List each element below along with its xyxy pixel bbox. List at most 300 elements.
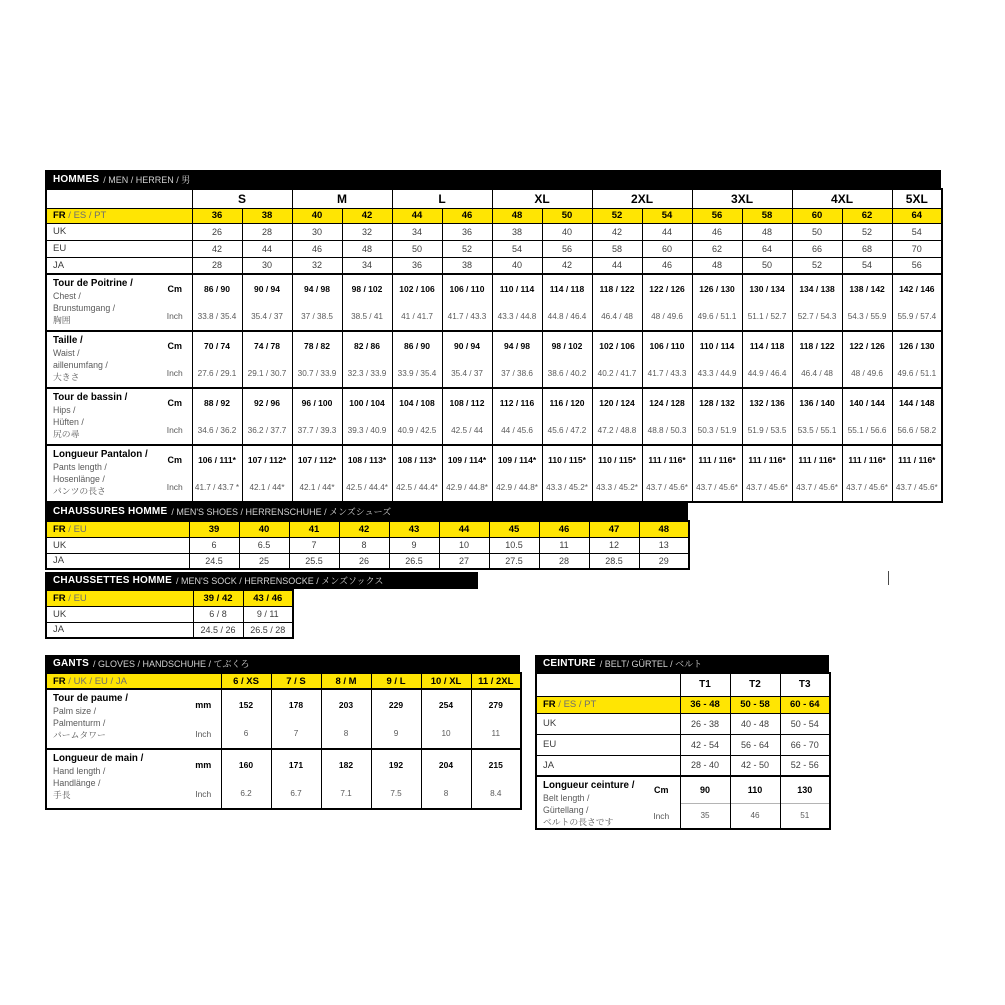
measurement-value-cell: 171 [271,749,321,779]
gloves-section-title-translations: / GLOVES / HANDSCHUHE / てぶくろ [93,659,250,669]
measurement-value-cell: 111 / 116* [742,445,792,473]
conversion-cell: 26.5 / 28 [243,622,293,638]
corner-cell [46,189,192,208]
size-cell: 62 [842,208,892,223]
size-cell: 36 [192,208,242,223]
size-group-header: XL [492,189,592,208]
conversion-cell: 40 - 48 [730,713,780,734]
region-codes-label: FR / ES / PT [46,208,192,223]
size-cell: 43 [389,521,439,537]
measurement-value-cell: 43.7 / 45.6* [742,473,792,502]
conversion-cell: 32 [292,257,342,274]
measurement-label-line: Tour de Poitrine / [53,278,133,289]
unit-label: Inch [643,803,680,829]
size-cell: 40 [239,521,289,537]
measurement-value-cell: 102 / 106 [392,274,442,302]
measurement-value-cell: 35 [680,803,730,829]
conversion-cell: 70 [892,240,942,257]
unit-label: Inch [186,779,221,809]
conversion-cell: 9 [389,537,439,553]
measurement-value-cell: 40.2 / 41.7 [592,359,642,388]
measurement-value-cell: 178 [271,689,321,719]
measurement-value-cell: 82 / 86 [342,331,392,359]
conversion-cell: 48 [692,257,742,274]
socks-section-title-translations: / MEN'S SOCK / HERRENSOCKE / メンズソックス [175,576,384,586]
measurement-value-cell: 43.7 / 45.6* [692,473,742,502]
measurement-value-cell: 46.4 / 48 [792,359,842,388]
measurement-value-cell: 51 [780,803,830,829]
measurement-value-cell: 108 / 113* [342,445,392,473]
measurement-value-cell: 134 / 138 [792,274,842,302]
measurement-value-cell: 109 / 114* [492,445,542,473]
socks-section-header-bar [45,572,478,589]
measurement-value-cell: 38.6 / 40.2 [542,359,592,388]
measurement-value-cell: 109 / 114* [442,445,492,473]
conversion-cell: 52 [792,257,842,274]
measurement-value-cell: 138 / 142 [842,274,892,302]
measurement-value-cell: 140 / 144 [842,388,892,416]
measurement-label-line: 手長 [53,790,71,800]
region-codes-label: FR / UK / EU / JA [46,673,221,689]
measurement-value-cell: 36.2 / 37.7 [242,416,292,445]
men-socks-section [45,572,384,639]
size-cell: 50 - 58 [730,696,780,713]
conversion-cell: 52 [842,223,892,240]
measurement-value-cell: 10 [421,719,471,749]
conversion-row-label: JA [46,622,193,638]
measurement-value-cell: 122 / 126 [842,331,892,359]
measurement-value-cell: 108 / 113* [392,445,442,473]
belt-size-header: T1 [680,673,730,696]
measurement-value-cell: 50.3 / 51.9 [692,416,742,445]
conversion-cell: 6 [189,537,239,553]
conversion-cell: 38 [492,223,542,240]
measurement-label [536,776,643,829]
measurement-value-cell: 74 / 78 [242,331,292,359]
size-cell: 38 [242,208,292,223]
conversion-cell: 38 [442,257,492,274]
size-cell: 54 [642,208,692,223]
measurement-value-cell: 130 / 134 [742,274,792,302]
unit-label: Cm [158,388,192,416]
measurement-value-cell: 106 / 111* [192,445,242,473]
measurement-value-cell: 8.4 [471,779,521,809]
measurement-value-cell: 142 / 146 [892,274,942,302]
measurement-value-cell: 42.9 / 44.8* [492,473,542,502]
conversion-row-label: UK [46,223,192,240]
measurement-value-cell: 41 / 41.7 [392,302,442,331]
measurement-value-cell: 96 / 100 [292,388,342,416]
measurement-value-cell: 11 [471,719,521,749]
measurement-value-cell: 94 / 98 [492,331,542,359]
conversion-cell: 13 [639,537,689,553]
measurement-value-cell: 107 / 112* [242,445,292,473]
conversion-cell: 6.5 [239,537,289,553]
measurement-value-cell: 48 / 49.6 [642,302,692,331]
measurement-value-cell: 118 / 122 [592,274,642,302]
measurement-label [46,388,158,445]
gloves-section-title: GANTS [53,658,89,669]
measurement-value-cell: 86 / 90 [192,274,242,302]
unit-label: Inch [158,473,192,502]
conversion-cell: 56 [542,240,592,257]
region-codes-label: FR / ES / PT [536,696,680,713]
measurement-value-cell: 43.7 / 45.6* [792,473,842,502]
conversion-cell: 58 [592,240,642,257]
measurement-value-cell: 56.6 / 58.2 [892,416,942,445]
unit-label: Inch [158,416,192,445]
conversion-cell: 26 [192,223,242,240]
measurement-value-cell: 229 [371,689,421,719]
size-cell: 60 [792,208,842,223]
unit-label: mm [186,689,221,719]
size-cell: 11 / 2XL [471,673,521,689]
measurement-value-cell: 86 / 90 [392,331,442,359]
measurement-value-cell: 110 / 115* [542,445,592,473]
measurement-value-cell: 70 / 74 [192,331,242,359]
conversion-row-label: UK [536,713,680,734]
conversion-cell: 28 [192,257,242,274]
measurement-label-line: Handlänge / [53,778,101,788]
size-cell: 48 [639,521,689,537]
conversion-cell: 40 [492,257,542,274]
measurement-value-cell: 94 / 98 [292,274,342,302]
measurement-value-cell: 38.5 / 41 [342,302,392,331]
measurement-value-cell: 51.1 / 52.7 [742,302,792,331]
measurement-label-line: Hosenlänge / [53,474,105,484]
conversion-cell: 52 [442,240,492,257]
gloves-section [45,655,520,810]
measurement-value-cell: 90 [680,776,730,803]
measurement-value-cell: 160 [221,749,271,779]
men-section-title-translations: / MEN / HERREN / 男 [103,174,191,185]
measurement-label-line: Longueur de main / [53,753,144,764]
size-cell: 58 [742,208,792,223]
measurement-value-cell: 106 / 110 [442,274,492,302]
men-section-title: HOMMES [53,173,100,185]
size-cell: 47 [589,521,639,537]
measurement-value-cell: 43.7 / 45.6* [892,473,942,502]
conversion-cell: 56 [892,257,942,274]
size-cell: 44 [392,208,442,223]
size-cell: 50 [542,208,592,223]
measurement-value-cell: 32.3 / 33.9 [342,359,392,388]
conversion-cell: 60 [642,240,692,257]
measurement-value-cell: 90 / 94 [442,331,492,359]
measurement-value-cell: 46.4 / 48 [592,302,642,331]
measurement-value-cell: 8 [421,779,471,809]
measurement-value-cell: 37.7 / 39.3 [292,416,342,445]
conversion-cell: 50 [742,257,792,274]
conversion-cell: 34 [392,223,442,240]
men-shoes-table [45,520,690,570]
measurement-value-cell: 41.7 / 43.3 [442,302,492,331]
conversion-cell: 12 [589,537,639,553]
conversion-cell: 62 [692,240,742,257]
conversion-cell: 10.5 [489,537,539,553]
measurement-value-cell: 7.5 [371,779,421,809]
conversion-row-label: EU [46,240,192,257]
measurement-label-line: パンツの長さ [53,486,106,496]
conversion-cell: 66 [792,240,842,257]
conversion-cell: 46 [692,223,742,240]
conversion-cell: 11 [539,537,589,553]
measurement-value-cell: 42.5 / 44.4* [342,473,392,502]
measurement-label [46,749,186,809]
measurement-label [46,331,158,388]
measurement-value-cell: 40.9 / 42.5 [392,416,442,445]
measurement-value-cell: 182 [321,749,371,779]
measurement-label-line: Longueur ceinture / [543,780,635,791]
measurement-value-cell: 126 / 130 [892,331,942,359]
measurement-value-cell: 49.6 / 51.1 [892,359,942,388]
measurement-value-cell: 30.7 / 33.9 [292,359,342,388]
measurement-value-cell: 42.5 / 44.4* [392,473,442,502]
measurement-value-cell: 100 / 104 [342,388,392,416]
size-cell: 48 [492,208,542,223]
conversion-cell: 48 [342,240,392,257]
conversion-cell: 8 [339,537,389,553]
conversion-cell: 36 [442,223,492,240]
conversion-cell: 54 [892,223,942,240]
measurement-label-line: Taille / [53,335,83,346]
conversion-cell: 52 - 56 [780,755,830,776]
conversion-cell: 28.5 [589,553,639,569]
measurement-value-cell: 42.1 / 44* [292,473,342,502]
measurement-label-line: Waist / [53,348,80,358]
measurement-value-cell: 27.6 / 29.1 [192,359,242,388]
socks-section-title: CHAUSSETTES HOMME [53,575,172,586]
size-cell: 42 [339,521,389,537]
conversion-cell: 28 [242,223,292,240]
size-group-header: 4XL [792,189,892,208]
conversion-cell: 28 [539,553,589,569]
conversion-cell: 48 [742,223,792,240]
measurement-value-cell: 33.9 / 35.4 [392,359,442,388]
measurement-value-cell: 37 / 38.6 [492,359,542,388]
conversion-cell: 7 [289,537,339,553]
conversion-cell: 30 [242,257,292,274]
size-cell: 10 / XL [421,673,471,689]
size-group-header: L [392,189,492,208]
measurement-label [46,689,186,749]
measurement-value-cell: 120 / 124 [592,388,642,416]
size-cell: 39 / 42 [193,590,243,606]
unit-label: Cm [158,331,192,359]
gloves-section-header-bar [45,655,520,672]
conversion-cell: 50 - 54 [780,713,830,734]
measurement-value-cell: 110 / 115* [592,445,642,473]
conversion-cell: 29 [639,553,689,569]
size-cell: 6 / XS [221,673,271,689]
region-codes-label: FR / EU [46,590,193,606]
conversion-cell: 27.5 [489,553,539,569]
conversion-cell: 6 / 8 [193,606,243,622]
measurement-value-cell: 47.2 / 48.8 [592,416,642,445]
measurement-value-cell: 112 / 116 [492,388,542,416]
size-cell: 56 [692,208,742,223]
belt-section-title-translations: / BELT/ GÜRTEL / ベルト [599,659,703,669]
measurement-label-line: Tour de bassin / [53,392,128,403]
measurement-value-cell: 7 [271,719,321,749]
measurement-value-cell: 43.7 / 45.6* [842,473,892,502]
measurement-value-cell: 34.6 / 36.2 [192,416,242,445]
measurement-value-cell: 7.1 [321,779,371,809]
measurement-value-cell: 192 [371,749,421,779]
size-cell: 45 [489,521,539,537]
measurement-value-cell: 122 / 126 [642,274,692,302]
measurement-label-line: aillenumfang / [53,360,108,370]
measurement-label-line: Hips / [53,405,76,415]
measurement-label-line: 尻の尋 [53,429,80,439]
measurement-value-cell: 53.5 / 55.1 [792,416,842,445]
region-codes-label: FR / EU [46,521,189,537]
measurement-value-cell: 92 / 96 [242,388,292,416]
conversion-cell: 50 [792,223,842,240]
measurement-value-cell: 111 / 116* [842,445,892,473]
belt-size-header: T3 [780,673,830,696]
conversion-cell: 26.5 [389,553,439,569]
measurement-value-cell: 49.6 / 51.1 [692,302,742,331]
measurement-value-cell: 108 / 112 [442,388,492,416]
belt-section [535,655,829,830]
measurement-label-line: Pants length / [53,462,107,472]
measurement-label-line: Palmenturm / [53,718,106,728]
conversion-cell: 68 [842,240,892,257]
conversion-cell: 25.5 [289,553,339,569]
size-cell: 41 [289,521,339,537]
measurement-value-cell: 98 / 102 [542,331,592,359]
measurement-value-cell: 43.7 / 45.6* [642,473,692,502]
size-group-header: S [192,189,292,208]
measurement-value-cell: 41.7 / 43.7 * [192,473,242,502]
measurement-value-cell: 144 / 148 [892,388,942,416]
measurement-value-cell: 43.3 / 45.2* [542,473,592,502]
measurement-value-cell: 35.4 / 37 [442,359,492,388]
unit-label: Inch [186,719,221,749]
conversion-cell: 10 [439,537,489,553]
measurement-value-cell: 128 / 132 [692,388,742,416]
measurement-value-cell: 55.1 / 56.6 [842,416,892,445]
conversion-row-label: JA [46,553,189,569]
measurement-value-cell: 126 / 130 [692,274,742,302]
measurement-value-cell: 114 / 118 [742,331,792,359]
measurement-value-cell: 42.1 / 44* [242,473,292,502]
shoes-section-header-bar [45,503,688,520]
conversion-cell: 32 [342,223,392,240]
measurement-value-cell: 111 / 116* [892,445,942,473]
measurement-value-cell: 44.8 / 46.4 [542,302,592,331]
measurement-value-cell: 43.3 / 44.9 [692,359,742,388]
measurement-value-cell: 44.9 / 46.4 [742,359,792,388]
conversion-cell: 28 - 40 [680,755,730,776]
measurement-label-line: Brunstumgang / [53,303,116,313]
measurement-value-cell: 45.6 / 47.2 [542,416,592,445]
conversion-cell: 42 [192,240,242,257]
measurement-value-cell: 90 / 94 [242,274,292,302]
measurement-label-line: 胸囲 [53,315,71,325]
conversion-row-label: EU [536,734,680,755]
measurement-value-cell: 204 [421,749,471,779]
measurement-value-cell: 107 / 112* [292,445,342,473]
conversion-cell: 24.5 [189,553,239,569]
measurement-label-line: Gürtellang / [543,805,589,815]
conversion-cell: 54 [492,240,542,257]
size-group-header: 2XL [592,189,692,208]
measurement-value-cell: 110 [730,776,780,803]
conversion-cell: 42 [592,223,642,240]
size-cell: 44 [439,521,489,537]
measurement-label-line: Tour de paume / [53,693,128,704]
men-shoes-section [45,503,688,570]
conversion-row-label: JA [536,755,680,776]
size-cell: 7 / S [271,673,321,689]
men-section-header-bar [45,170,941,188]
measurement-value-cell: 6 [221,719,271,749]
measurement-value-cell: 152 [221,689,271,719]
measurement-label-line: ベルトの長さです [543,817,614,827]
measurement-value-cell: 136 / 140 [792,388,842,416]
measurement-value-cell: 52.7 / 54.3 [792,302,842,331]
measurement-value-cell: 124 / 128 [642,388,692,416]
measurement-label-line: Palm size / [53,706,97,716]
size-cell: 40 [292,208,342,223]
measurement-value-cell: 51.9 / 53.5 [742,416,792,445]
measurement-value-cell: 41.7 / 43.3 [642,359,692,388]
measurement-value-cell: 111 / 116* [692,445,742,473]
conversion-cell: 9 / 11 [243,606,293,622]
measurement-value-cell: 111 / 116* [792,445,842,473]
conversion-cell: 34 [342,257,392,274]
men-sizes-section [45,170,941,503]
measurement-value-cell: 132 / 136 [742,388,792,416]
measurement-value-cell: 104 / 108 [392,388,442,416]
measurement-value-cell: 46 [730,803,780,829]
measurement-value-cell: 43.3 / 45.2* [592,473,642,502]
measurement-value-cell: 110 / 114 [492,274,542,302]
measurement-label [46,445,158,502]
unit-label: Inch [158,359,192,388]
unit-label: Cm [158,274,192,302]
conversion-cell: 42 [542,257,592,274]
measurement-label [46,274,158,331]
conversion-cell: 54 [842,257,892,274]
conversion-cell: 26 [339,553,389,569]
measurement-value-cell: 29.1 / 30.7 [242,359,292,388]
measurement-value-cell: 78 / 82 [292,331,342,359]
measurement-value-cell: 55.9 / 57.4 [892,302,942,331]
unit-label: Inch [158,302,192,331]
corner-cell [536,673,680,696]
measurement-label-line: Longueur Pantalon / [53,449,148,460]
unit-label: Cm [158,445,192,473]
size-cell: 52 [592,208,642,223]
size-group-header: 3XL [692,189,792,208]
gloves-table [45,672,522,810]
conversion-cell: 64 [742,240,792,257]
size-group-header: M [292,189,392,208]
measurement-label-line: Hüften / [53,417,84,427]
measurement-label-line: パームタワー [53,730,106,740]
conversion-cell: 36 [392,257,442,274]
conversion-cell: 44 [642,223,692,240]
conversion-cell: 30 [292,223,342,240]
conversion-cell: 25 [239,553,289,569]
conversion-cell: 27 [439,553,489,569]
belt-table [535,672,831,830]
unit-label: Cm [643,776,680,803]
size-cell: 8 / M [321,673,371,689]
